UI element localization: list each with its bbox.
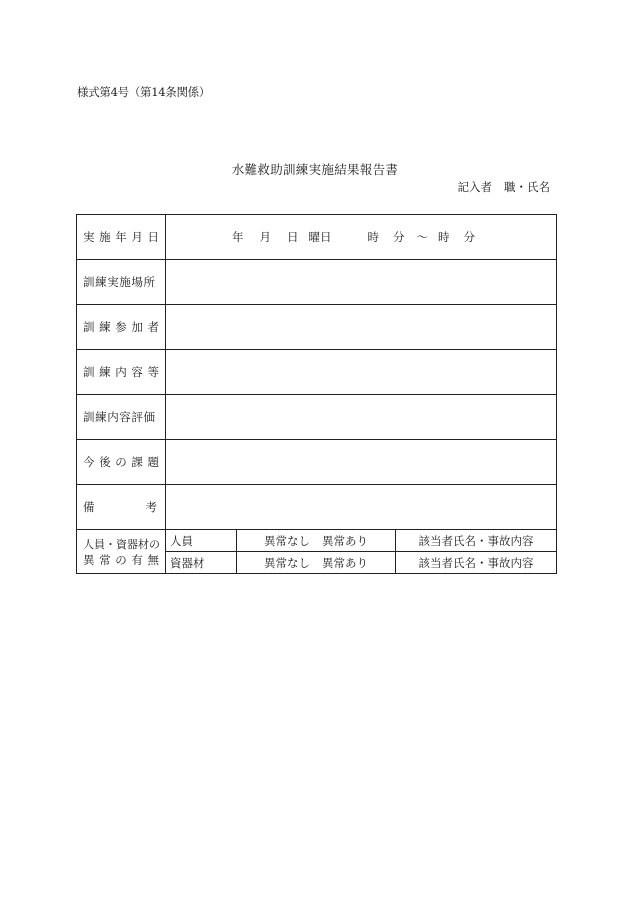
label-char: の [115,552,127,567]
label-char: 者 [147,320,159,334]
category-equipment: 資器材 [166,552,237,574]
label-remarks [77,485,166,530]
label-char: 題 [147,455,159,469]
recorder-label: 記入者 [457,180,492,194]
year-unit: 年 [232,230,244,244]
label-char: 訓 [83,320,95,334]
option-no-anomaly[interactable]: 異常なし [264,533,310,548]
label-char: 内 [115,365,127,379]
field-location[interactable] [166,260,557,305]
label-char: 課 [131,455,143,469]
label-char: 異 [83,552,95,567]
start-minute-unit: 分 [393,230,405,244]
row-anomaly-personnel [77,530,557,552]
label-char: 員 [94,537,105,551]
start-hour-unit: 時 [367,230,379,244]
row-future [77,440,557,485]
label-char: の [115,455,127,469]
field-date[interactable] [166,215,557,260]
label-char: 月 [131,230,143,244]
label-char: 施 [99,230,111,244]
option-no-anomaly[interactable]: 異常なし [264,555,310,570]
label-char: 容 [131,365,143,379]
label-char: 訓 [83,365,95,379]
label-char: 等 [147,365,159,379]
label-char: 加 [131,320,143,334]
status-equipment[interactable] [237,552,396,574]
label-content [77,350,166,395]
label-char: 後 [99,455,111,469]
label-char: 器 [127,537,138,551]
field-participants[interactable] [166,305,557,350]
label-location [77,260,166,305]
status-personnel[interactable] [237,530,396,552]
field-content[interactable] [166,350,557,395]
label-future [77,440,166,485]
row-location [77,260,557,305]
recorder-line [458,179,551,195]
label-text: 訓練実施場所 [83,275,156,289]
label-char: 年 [115,230,127,244]
label-char: 練 [99,365,111,379]
end-minute-unit: 分 [463,230,475,244]
day-unit: 日 [287,230,299,244]
label-char: 無 [147,552,159,567]
option-anomaly[interactable]: 異常あり [322,533,368,548]
label-char: 有 [131,552,143,567]
label-char: 材 [138,537,149,551]
field-evaluation[interactable] [166,395,557,440]
form-number: 様式第4号（第14条関係） [77,85,211,99]
label-char: ・ [105,537,116,551]
recorder-value: 職・氏名 [504,180,550,194]
range-tilde: 〜 [416,230,428,244]
document-title: 水難救助訓練実施結果報告書 [231,162,399,177]
label-char: 参 [115,320,127,334]
detail-equipment[interactable]: 該当者氏名・事故内容 [396,552,557,574]
option-anomaly[interactable]: 異常あり [322,555,368,570]
label-participants [77,305,166,350]
row-content [77,350,557,395]
label-char: 実 [83,230,95,244]
label-evaluation [77,395,166,440]
detail-personnel[interactable]: 該当者氏名・事故内容 [396,530,557,552]
category-personnel: 人員 [166,530,237,552]
weekday-unit: 曜日 [308,230,332,244]
label-date [77,215,166,260]
label-char: 常 [99,552,111,567]
label-anomaly [77,530,166,574]
field-remarks[interactable] [166,485,557,530]
end-hour-unit: 時 [438,230,450,244]
month-unit: 月 [259,230,271,244]
row-evaluation [77,395,557,440]
row-date [77,215,557,260]
row-remarks [77,485,557,530]
label-char: 考 [145,500,157,514]
label-char: の [149,537,160,551]
label-char: 備 [83,500,95,514]
label-char: 練 [99,320,111,334]
field-future[interactable] [166,440,557,485]
row-participants [77,305,557,350]
label-char: 日 [147,230,159,244]
label-char: 資 [116,537,127,551]
label-text: 訓練内容評価 [83,410,156,424]
label-char: 今 [83,455,95,469]
report-form-table [76,214,557,574]
label-char: 人 [83,537,94,551]
